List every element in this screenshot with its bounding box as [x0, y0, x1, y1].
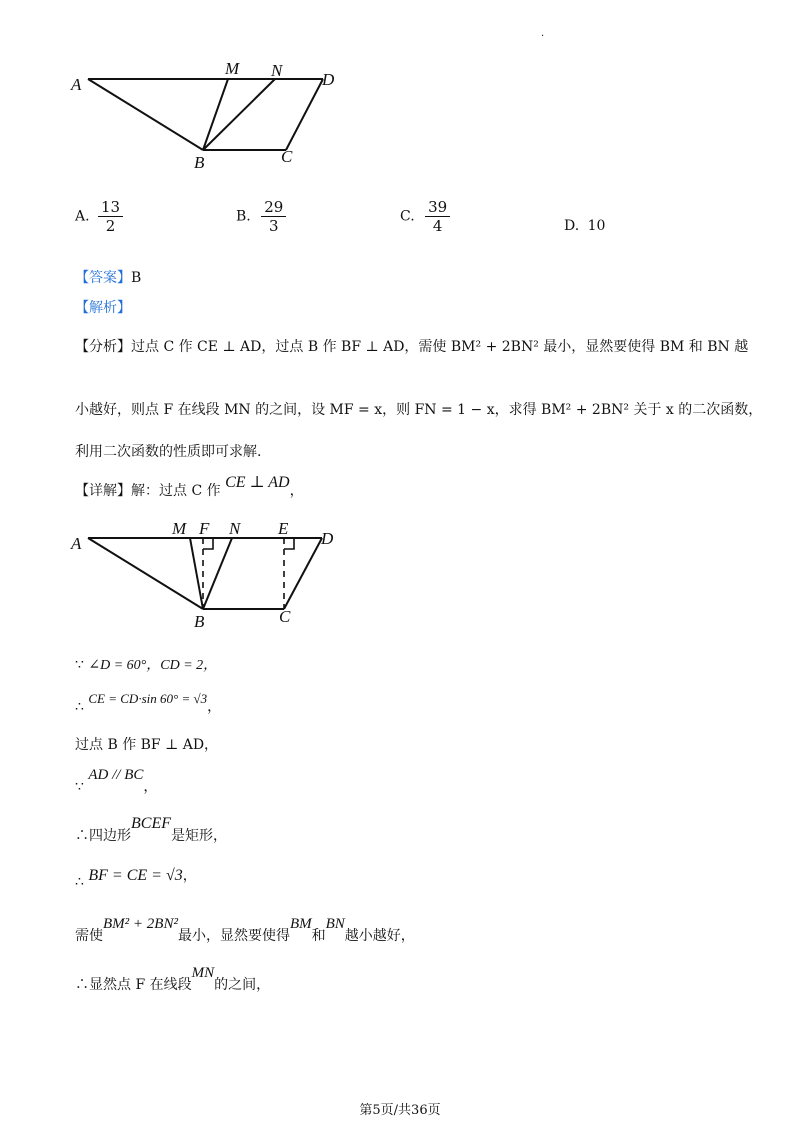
label-d: D	[322, 70, 335, 89]
label2-d: D	[321, 529, 334, 548]
step-4: ∵ AD // BC，	[75, 767, 158, 795]
option-c	[400, 198, 450, 235]
top-mark: ·	[541, 31, 545, 42]
analysis-tag: 【解析】	[75, 300, 131, 316]
step-7: 需使BM² + 2BN²最小，显然要使得BM和BN越小越好，	[75, 916, 415, 944]
step-2: ∴ CE = CD·sin 60° = √3，	[75, 691, 222, 715]
analysis-line-2: 小越好，则点 F 在线段 MN 的之间，设 MF = x，则 FN = 1 − x，求得 BM² + 2BN² 关于 x 的二次函数，	[75, 402, 763, 418]
option-b-letter: B.	[236, 208, 251, 225]
option-a	[75, 198, 123, 235]
option-b	[236, 198, 286, 235]
label-a: A	[71, 75, 82, 94]
analysis-line-1	[75, 338, 748, 356]
analysis-line-3: 利用二次函数的性质即可求解.	[75, 444, 262, 460]
detail-tail: ，	[289, 483, 304, 499]
option-c-letter: C.	[400, 208, 415, 225]
step-8: ∴显然点 F 在线段MN的之间，	[75, 965, 271, 993]
option-b-num: 29	[261, 198, 286, 217]
step-1: ∵ ∠D = 60°，CD = 2，	[75, 657, 218, 673]
detail-text: 解：过点 C 作	[131, 483, 221, 499]
option-b-den: 3	[268, 217, 279, 235]
label2-f: F	[199, 519, 210, 538]
detail-tag: 【详解】	[75, 483, 131, 499]
label2-m: M	[172, 519, 187, 538]
label-m: M	[225, 59, 240, 78]
option-d-letter: D.	[564, 218, 580, 234]
label2-a: A	[71, 534, 82, 553]
step-3: 过点 B 作 BF ⊥ AD，	[75, 737, 219, 753]
answer-value: B	[131, 270, 142, 286]
option-a-den: 2	[105, 217, 116, 235]
option-d	[564, 218, 605, 234]
analysis-subtag: 【分析】	[75, 339, 131, 355]
label2-n: N	[229, 519, 241, 538]
figure-1-trapezoid	[60, 55, 360, 175]
label-c: C	[281, 147, 293, 166]
step-6: ∴ BF = CE = √3，	[75, 867, 197, 890]
detail-line	[75, 474, 304, 500]
option-c-den: 4	[432, 217, 443, 235]
step-5: ∴四边形BCEF是矩形，	[75, 815, 227, 844]
answer-tag: 【答案】	[75, 270, 131, 286]
option-d-value: 10	[587, 218, 606, 234]
label-n: N	[271, 61, 283, 80]
label-b: B	[194, 153, 205, 172]
analysis-text-1: 过点 C 作 CE ⊥ AD，过点 B 作 BF ⊥ AD，需使 BM² + 2BN² 最小，显然要使得 BM 和 BN 越	[131, 339, 749, 355]
label2-e: E	[278, 519, 289, 538]
option-c-num: 39	[425, 198, 450, 217]
page-footer: 第5页/共36页	[359, 1103, 441, 1118]
option-a-letter: A.	[75, 208, 90, 225]
answer-line	[75, 269, 141, 287]
detail-math: CE ⊥ AD	[225, 474, 290, 491]
option-a-num: 13	[98, 198, 123, 217]
label2-b: B	[194, 612, 205, 630]
figure-2-trapezoid	[60, 515, 360, 630]
label2-c: C	[279, 607, 291, 626]
